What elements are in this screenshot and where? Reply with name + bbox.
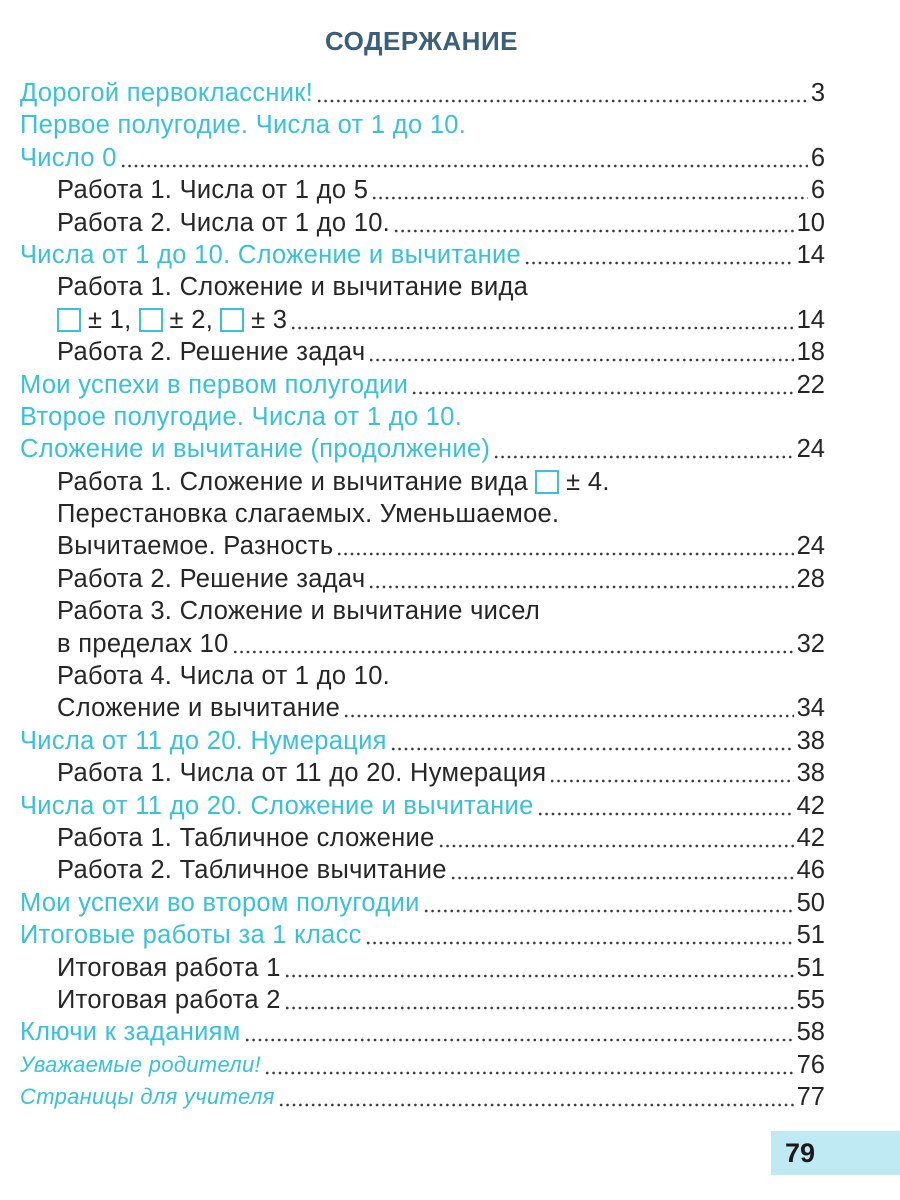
toc-entry-text: Работа 1. Сложение и вычитание вида [57,467,529,496]
toc-entry-label [57,595,540,627]
toc-page-number: 76 [796,1050,825,1079]
toc-entry [0,239,900,271]
toc-entry-text: Дорогой первоклассник! [20,79,314,107]
toc-entry [0,142,900,174]
toc-entry-label [20,401,462,433]
toc-entry [0,854,900,886]
toc-entry-label [20,919,362,951]
toc-entry [0,628,900,660]
toc-page-number: 46 [796,856,825,885]
toc-entry [0,725,900,757]
toc-entry-text: в пределах 10 [57,629,229,658]
dot-leader [371,194,808,202]
dot-leader [493,453,794,461]
toc-page-number: 10 [796,208,825,237]
dot-leader [264,1069,794,1077]
page-title: СОДЕРЖАНИЕ [325,26,518,56]
toc-entry-label [57,304,287,336]
dot-leader [336,550,794,558]
toc-entry [0,563,900,595]
toc-entry-label [57,692,340,724]
toc-entry-label [57,628,229,660]
toc-entry [0,595,900,627]
toc-entry [0,692,900,724]
dot-leader [284,972,794,980]
empty-square-icon [220,308,244,332]
dot-leader [411,389,794,397]
toc-entry-label [57,466,610,498]
toc-entry-text: Итоговая работа 2 [57,985,281,1014]
toc-entry-text: Работа 2. Решение задач [57,338,366,367]
toc-entry [0,952,900,984]
toc-page-number: 42 [796,823,825,852]
empty-square-icon [139,308,163,332]
toc-entry [0,207,900,239]
toc-entry-text: Работа 3. Сложение и вычитание чисел [57,597,541,626]
toc-entry-label [20,239,521,271]
toc-entry-text: Работа 2. Решение задач [57,564,366,593]
toc-entry-label [20,433,490,465]
toc-entry [0,433,900,465]
dot-leader [284,1004,794,1012]
toc-page-number: 55 [796,985,825,1014]
toc-entry [0,401,900,433]
dot-leader [278,1101,794,1109]
dot-leader [549,777,794,785]
toc-entry-text: Итоговая работа 1 [57,953,281,982]
toc-entry-label [57,984,281,1016]
toc-entry-label [57,530,333,562]
toc-page-number: 28 [796,564,825,593]
toc-entry [0,304,900,336]
toc-entry-text: Работа 2. Табличное вычитание [57,856,447,885]
toc-entry [0,530,900,562]
dot-leader [290,324,794,332]
toc-page-number: 3 [810,79,825,107]
toc-entry-label [57,563,365,595]
toc-entry-label [57,757,546,789]
toc-entry-label [20,1049,261,1081]
toc-entry [0,660,900,692]
dot-leader [120,162,808,170]
dot-leader [343,712,794,720]
toc-entry-text: ± 1, [88,305,132,334]
toc-page-number: 32 [796,629,825,658]
toc-page-number: 77 [796,1083,825,1112]
toc-entry-text: Работа 1. Сложение и вычитание вида [57,273,529,302]
toc-page-number: 24 [796,532,825,561]
empty-square-icon [57,308,81,332]
toc-page-number: 38 [796,759,825,788]
toc-page-number: 58 [796,1018,825,1047]
toc-entry [0,919,900,951]
toc-entry-text: Итоговые работы за 1 класс [20,921,362,950]
toc-entry [0,109,900,141]
toc-entry [0,1049,900,1081]
toc-entry-text: Второе полугодие. Числа от 1 до 10. [20,402,463,431]
toc-entry-label [20,887,420,919]
toc-page-number: 51 [796,921,825,950]
toc-entry-text: Перестановка слагаемых. Уменьшаемое. [57,500,560,529]
toc-entry-text: Вычитаемое. Разность [57,532,334,561]
toc-entry-text: Первое полугодие. Числа от 1 до 10. [20,111,467,140]
toc-entry-text: Числа от 1 до 10. Сложение и вычитание [20,240,521,269]
toc-entry-text: Работа 1. Табличное сложение [57,823,435,852]
dot-leader [450,874,794,882]
toc-page-number: 14 [796,305,825,334]
dot-leader [232,648,794,656]
toc-entry-text: Числа от 11 до 20. Сложение и вычитание [20,791,534,820]
toc-entry-text: Сложение и вычитание [57,694,341,723]
toc-entry-text: Число 0 [20,143,117,172]
toc-entry [0,757,900,789]
toc-entry-text: Работа 4. Числа от 1 до 10. [57,662,391,691]
toc-entry [0,887,900,919]
toc-entry [0,271,900,303]
toc-entry [0,336,900,368]
toc-entry-text: Работа 1. Числа от 1 до 5 [57,176,369,205]
toc-entry-label [57,660,390,692]
toc-page-number: 34 [796,694,825,723]
toc-entry [0,369,900,401]
toc-page-number: 6 [810,176,825,205]
toc-page-number: 22 [796,370,825,399]
toc-entry-label [20,725,387,757]
toc-entry-text: Уважаемые родители! [20,1051,261,1077]
toc-entry-text: Работа 2. Числа от 1 до 10. [57,208,391,237]
dot-leader [365,939,794,947]
dot-leader [390,745,794,753]
toc-entry-text: Мои успехи в первом полугодии [20,370,409,399]
toc-page-number: 6 [810,143,825,172]
toc-entry-text: ± 4. [566,467,610,496]
toc-entry-text: Мои успехи во втором полугодии [20,888,420,917]
dot-leader [316,97,808,105]
toc-entry-label [20,77,313,109]
toc-entry-text: Числа от 11 до 20. Нумерация [20,726,387,755]
toc-entry [0,498,900,530]
dot-leader [438,842,794,850]
toc-entry-text: Работа 1. Числа от 11 до 20. Нумерация [57,759,547,788]
toc-entry-text: Страницы для учителя [20,1084,275,1110]
toc-entry-label [20,790,534,822]
toc-entry [0,984,900,1016]
dot-leader [393,227,794,235]
toc-entry-label [20,142,117,174]
dot-leader [244,1036,794,1044]
toc-entry-text: Ключи к заданиям [20,1018,241,1047]
toc-page-number: 38 [796,726,825,755]
toc-entry-label [20,369,408,401]
toc-page-number: 50 [796,888,825,917]
toc-entry-label [57,207,390,239]
toc-page-number: 51 [796,953,825,982]
toc-entry-text: Сложение и вычитание (продолжение) [20,435,491,464]
toc-entry [0,174,900,206]
dot-leader [524,259,794,267]
empty-square-icon [535,470,559,494]
toc-entry-label [20,1016,241,1048]
dot-leader [368,356,794,364]
toc-page-number: 14 [796,240,825,269]
toc-entry [0,790,900,822]
page-number: 79 [785,1138,816,1168]
toc-entry [0,77,900,109]
dot-leader [368,583,794,591]
toc-entry-label [20,109,466,141]
dot-leader [423,907,794,915]
toc-entry-text: ± 2, [169,305,214,334]
toc-entry-label [20,1081,275,1113]
toc-entry-label [57,854,447,886]
toc-entry [0,466,900,498]
toc-page-number: 24 [796,435,825,464]
table-of-contents [0,77,900,1114]
toc-entry-label [57,271,528,303]
dot-leader [537,810,794,818]
toc-page-number: 18 [796,338,825,367]
toc-entry [0,1081,900,1113]
toc-entry [0,1016,900,1048]
toc-entry-label [57,822,435,854]
toc-entry-label [57,174,368,206]
toc-entry-label [57,498,559,530]
toc-entry-label [57,952,281,984]
toc-entry-text: ± 3 [251,305,288,334]
toc-page-number: 42 [796,791,825,820]
toc-entry-label [57,336,365,368]
toc-entry [0,822,900,854]
